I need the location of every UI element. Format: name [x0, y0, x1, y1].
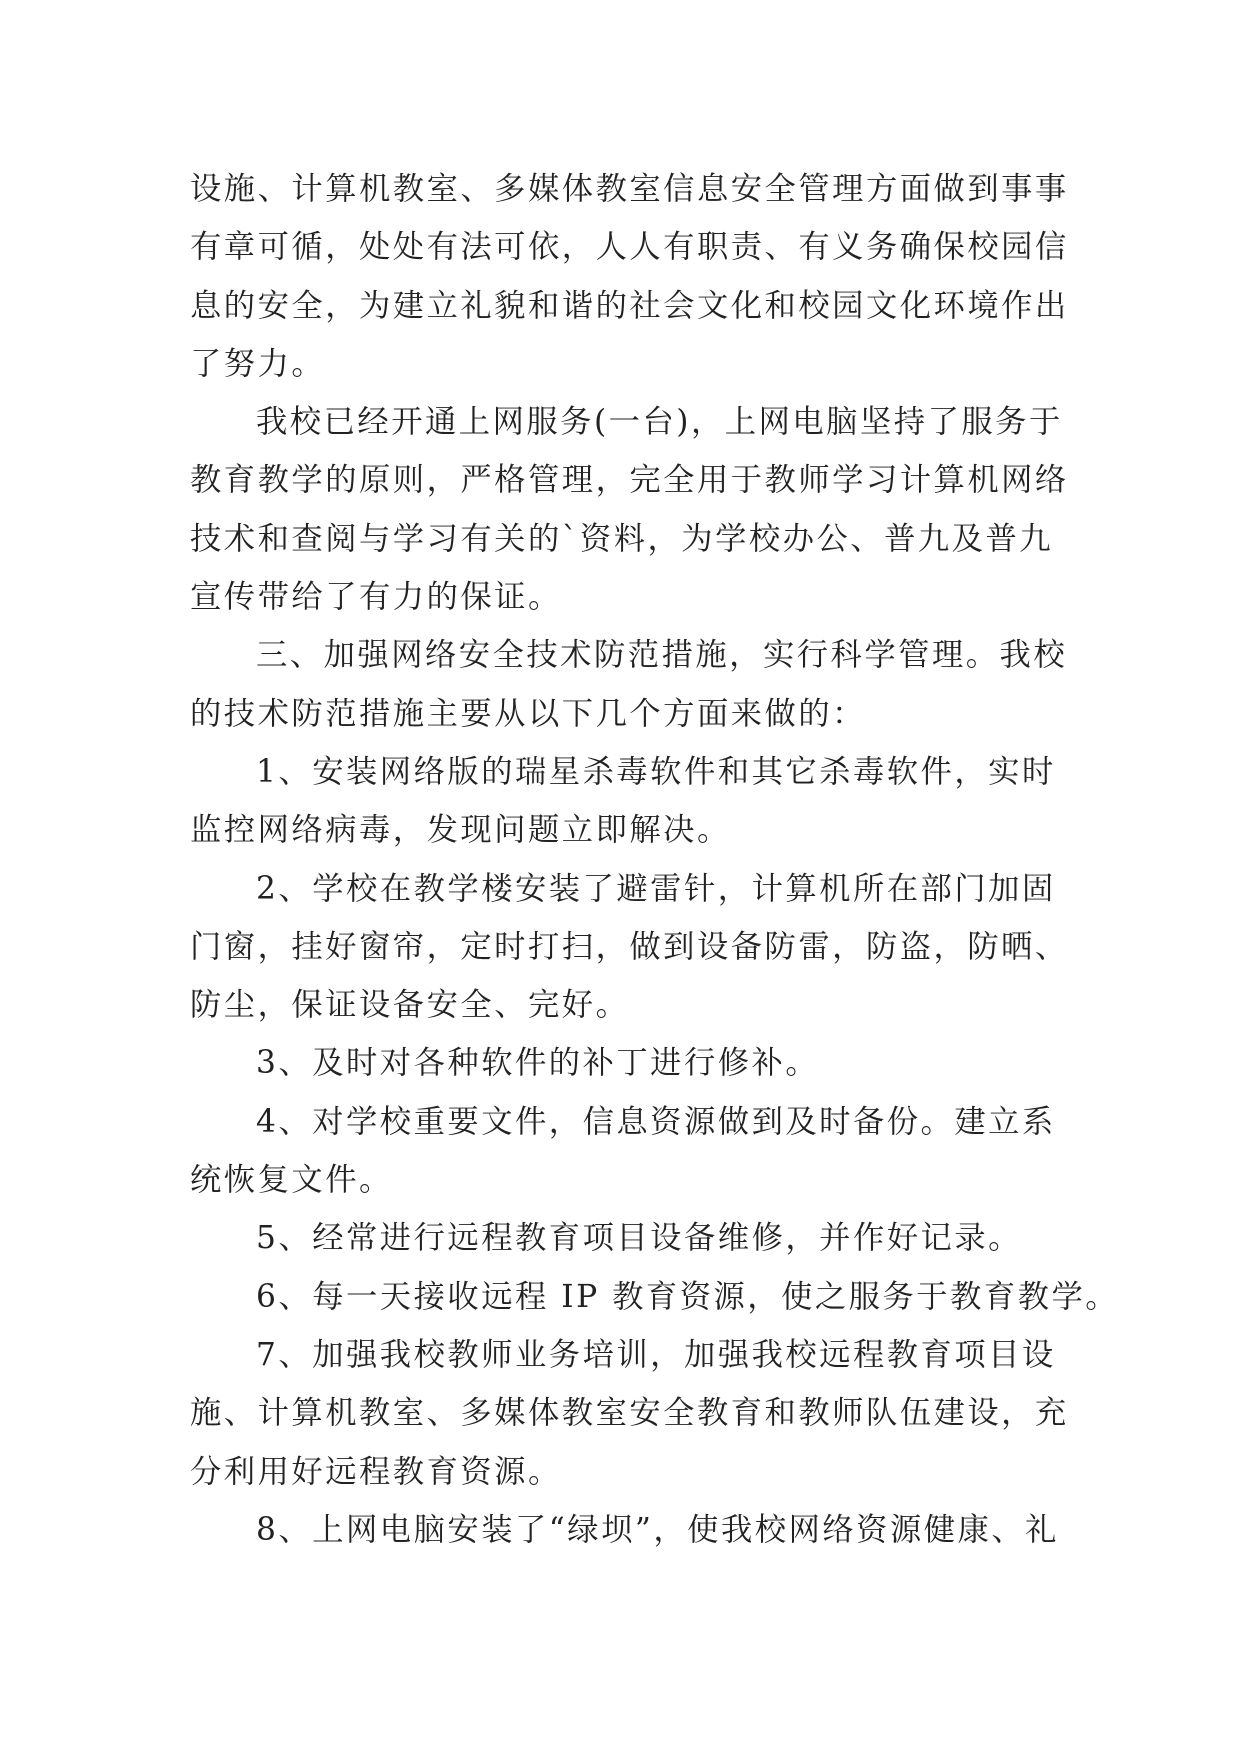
text-line: 监控网络病毒，发现问题立即解决。: [190, 812, 731, 849]
text-line: 门窗，挂好窗帘，定时打扫，做到设备防雷，防盗，防晒、: [190, 928, 1069, 965]
text-line: 施、计算机教室、多媒体教室安全教育和教师队伍建设，充: [190, 1395, 1069, 1432]
text-line: 3、及时对各种软件的补丁进行修补。: [256, 1045, 820, 1082]
text-line: 7、加强我校教师业务培训，加强我校远程教育项目设: [256, 1336, 1056, 1373]
text-line: 息的安全，为建立礼貌和谐的社会文化和校园文化环境作出: [190, 287, 1069, 324]
text-line: 统恢复文件。: [190, 1162, 393, 1199]
text-line: 宣传带给了有力的保证。: [190, 579, 562, 616]
text-line: 2、学校在教学楼安装了避雷针，计算机所在部门加固: [256, 870, 1056, 907]
text-line: 8、上网电脑安装了“绿坝”，使我校网络资源健康、礼: [256, 1511, 1059, 1548]
text-line: 我校已经开通上网服务(一台)，上网电脑坚持了服务于: [256, 404, 1063, 441]
text-line: 三、加强网络安全技术防范措施，实行科学管理。我校: [256, 637, 1068, 674]
text-line: 技术和查阅与学习有关的`资料，为学校办公、普九及普九: [190, 520, 1054, 557]
text-line: 分利用好远程教育资源。: [190, 1453, 562, 1490]
text-line: 设施、计算机教室、多媒体教室信息安全管理方面做到事事: [190, 171, 1069, 207]
text-line: 5、经常进行远程教育项目设备维修，并作好记录。: [256, 1220, 1022, 1257]
text-line: 有章可循，处处有法可依，人人有职责、有义务确保校园信: [190, 229, 1069, 266]
document-body: [190, 160, 1120, 1559]
text-line: 教育教学的原则，严格管理，完全用于教师学习计算机网络: [190, 462, 1069, 499]
text-line: 6、每一天接收远程 IP 教育资源，使之服务于教育教学。: [256, 1278, 1120, 1315]
text-line: 的技术防范措施主要从以下几个方面来做的：: [190, 695, 866, 732]
text-line: 了努力。: [190, 345, 326, 382]
text-line: 4、对学校重要文件，信息资源做到及时备份。建立系: [256, 1103, 1056, 1140]
text-line: 防尘，保证设备安全、完好。: [190, 987, 630, 1024]
text-line: 1、安装网络版的瑞星杀毒软件和其它杀毒软件，实时: [256, 753, 1056, 790]
